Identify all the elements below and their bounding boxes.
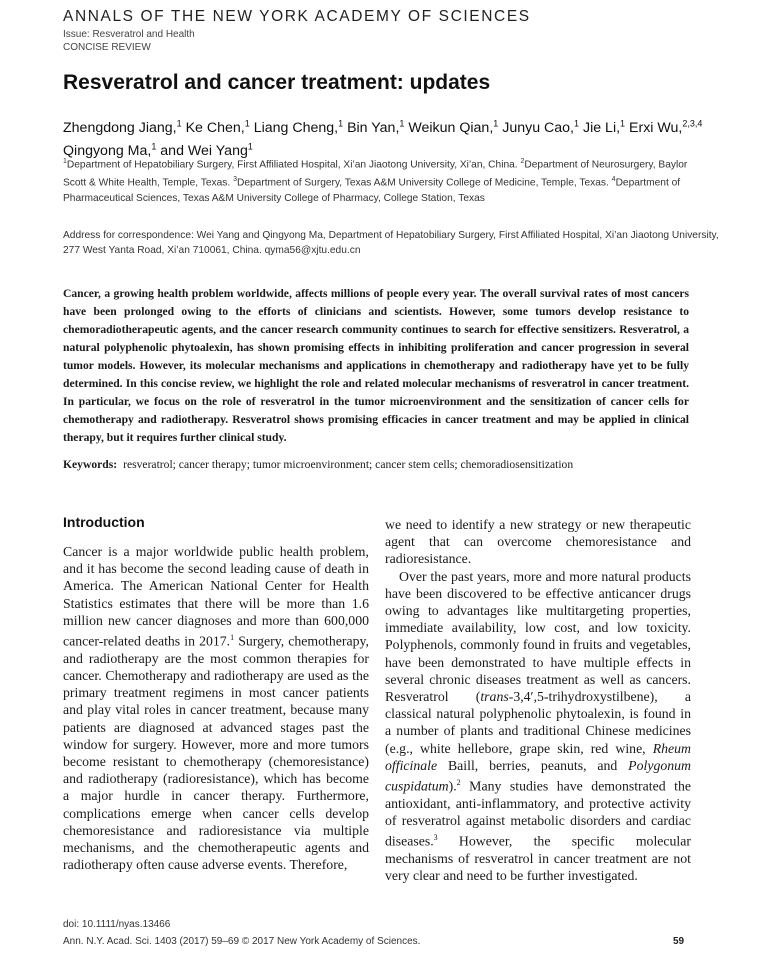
- author-affiliation-mark: 1: [399, 118, 405, 128]
- author-name: Qingyong Ma,: [63, 143, 152, 160]
- text-run: However, the specific molecular mechanisms of resveratrol in cancer treatment are not very clear and need to be further investigated.: [385, 833, 691, 884]
- citation-ref: 1: [230, 633, 235, 643]
- author: [502, 120, 579, 136]
- author-name: Weikun Qian,: [408, 119, 494, 136]
- text-run: Over the past years, more and more natural products have been discovered to be effective anticancer drugs owing to advantages like multitargeting properties, immediate availability, low cost, and low toxicity. Polyphenols, commonly found in fruits and vegetables, have been demonstrated to have multiple effects in several chronic diseases treatment as well as cancers. Resveratrol (: [385, 568, 691, 705]
- affiliation-text: Department of Surgery, Texas A&M University College of Medicine, Temple, Texas.: [236, 177, 609, 189]
- author-name: Erxi Wu,: [629, 119, 683, 136]
- abstract: Cancer, a growing health problem worldwide, affects millions of people every year. The overall survival rates of most cancers have been prolonged owing to the efforts of clinicians and scientists. However, some tumors develop resistance to chemoradiotherapeutic agents, and the cancer research community continues to search for effective sensitizers. Resveratrol, a natural polyphenolic phytoalexin, has shown promising effects in inhibiting proliferation and cancer progression in several tumor models. However, its molecular mechanisms and applications in chemotherapy and radiotherapy have yet to be fully determined. In this concise review, we highlight the role and related molecular mechanisms of resveratrol in cancer treatment. In particular, we focus on the role of resveratrol in the tumor microenvironment and the sensitization of cancer cells for chemotherapy and radiotherapy. Resveratrol shows promising efficacies in cancer treatment and may be applied in clinical therapy, but it requires further clinical study.: [63, 287, 689, 444]
- affiliation-mark: 4: [611, 176, 616, 184]
- author-name: Bin Yan,: [347, 119, 400, 136]
- author: [347, 120, 404, 136]
- text-run: Cancer is a major worldwide public health problem, and it has become the second leading cause of death in America. The American National Center for Health Statistics estimates that there will be more than 1.6 million new cancer diagnoses and more than 600,000 cancer-related deaths in 2017.: [63, 544, 369, 649]
- author-name: Zhengdong Jiang,: [63, 119, 177, 136]
- author: [254, 120, 343, 136]
- body-column-left: [63, 543, 369, 873]
- author-affiliation-mark: 1: [176, 118, 182, 128]
- author-affiliation-mark: 2,3,4: [682, 118, 703, 128]
- italic-term: trans: [480, 689, 509, 705]
- author-affiliation-mark: 1: [620, 118, 626, 128]
- keywords-label: Keywords:: [63, 458, 118, 471]
- text-run: Many studies have demonstrated the antioxidant, anti-inflammatory, and protective activity of resveratrol against metabolic disorders and cardiac diseases.: [385, 778, 691, 849]
- text-run: -3,4′,5-trihydroxystilbene), a classical natural polyphenolic phytoalexin, is found in a number of plants and traditional Chinese medicines (e.g., white hellebore, grape skin, red wine,: [385, 689, 691, 756]
- issue-label: Issue: Resveratrol and Health: [63, 29, 195, 40]
- doi: doi: 10.1111/nyas.13466: [63, 919, 171, 930]
- citation-footer: Ann. N.Y. Acad. Sci. 1403 (2017) 59–69 © 2017 New York Academy of Sciences.: [63, 936, 421, 947]
- article-type: CONCISE REVIEW: [63, 42, 151, 53]
- author: [408, 120, 498, 136]
- author: [583, 120, 625, 136]
- author-affiliation-mark: 1: [244, 118, 250, 128]
- journal-name: ANNALS OF THE NEW YORK ACADEMY OF SCIENCES: [63, 8, 531, 25]
- author-name: Junyu Cao,: [502, 119, 575, 136]
- text-run: Surgery, chemotherapy, and radiotherapy are the most common therapies for cancer. Chemotherapy and radiotherapy are used as the primary treatment regimens in most cancer patients and play vital roles in cancer treatment, because many patients are diagnosed at advanced stages past the window for surgery. However, more and more tumors become resistant to chemotherapy (chemoresistance) and radiotherapy (radioresistance), which has become a major hurdle in cancer therapy. Furthermore, complications emerge when cancer cells develop chemoresistance and radioresistance via multiple mechanisms, and the chemotherapeutic agents and radiotherapy often cause adverse events. Therefore,: [63, 633, 369, 873]
- affiliation-mark: 1: [63, 158, 67, 165]
- body-paragraph: [385, 568, 691, 885]
- author-name: Ke Chen,: [185, 119, 245, 136]
- italic-term: Polygonum cuspidatum: [385, 757, 691, 794]
- affiliation-text: Department of Pharmaceutical Sciences, Texas A&M University College of Pharmacy, College Station, Texas: [63, 177, 681, 204]
- affiliation-text: Department of Hepatobiliary Surgery, First Affiliated Hospital, Xi’an Jiaotong University, Xi’an, China.: [66, 159, 518, 171]
- author-name: Liang Cheng,: [253, 119, 339, 136]
- author-name: Jie Li,: [582, 119, 621, 136]
- article-title: Resveratrol and cancer treatment: updates: [63, 71, 491, 94]
- body-paragraph: [63, 543, 369, 873]
- author-name: and Wei Yang: [160, 143, 248, 160]
- author: [63, 120, 182, 136]
- affiliation-mark: 3: [233, 176, 237, 184]
- citation-ref: 2: [456, 778, 461, 788]
- correspondence-address: Address for correspondence: Wei Yang and Qingyong Ma, Department of Hepatobiliary Surgery, First Affiliated Hospital, Xi’an Jiaotong University, 277 West Yanta Road, Xi’an 710061, China. qyma56@xjtu.edu.cn: [63, 230, 719, 256]
- body-paragraph: we need to identify a new strategy or new therapeutic agent that can overcome chemoresistance and radioresistance.: [385, 517, 691, 567]
- author-affiliation-mark: 1: [247, 141, 253, 152]
- author-affiliation-mark: 1: [574, 118, 580, 128]
- section-heading: Introduction: [63, 514, 145, 530]
- author: [186, 120, 250, 136]
- affiliation-mark: 2: [520, 158, 525, 165]
- author-affiliation-mark: 1: [338, 118, 344, 128]
- author-affiliation-mark: 1: [493, 118, 499, 128]
- affiliation-text: Department of Neurosurgery, Baylor Scott & White Health, Temple, Texas.: [63, 159, 688, 189]
- keywords-text: resveratrol; cancer therapy; tumor microenvironment; cancer stem cells; chemoradiosensitization: [123, 458, 574, 471]
- body-column-right: [385, 516, 691, 884]
- italic-term: Rheum officinale: [385, 740, 691, 773]
- citation-ref: 3: [433, 833, 438, 843]
- keywords: [63, 457, 703, 473]
- page-number: 59: [673, 936, 685, 947]
- author: [629, 120, 702, 136]
- text-run: ).: [448, 778, 457, 794]
- affiliations: [63, 154, 703, 206]
- author-affiliation-mark: 1: [151, 141, 157, 152]
- text-run: Baill, berries, peanuts, and: [437, 757, 629, 773]
